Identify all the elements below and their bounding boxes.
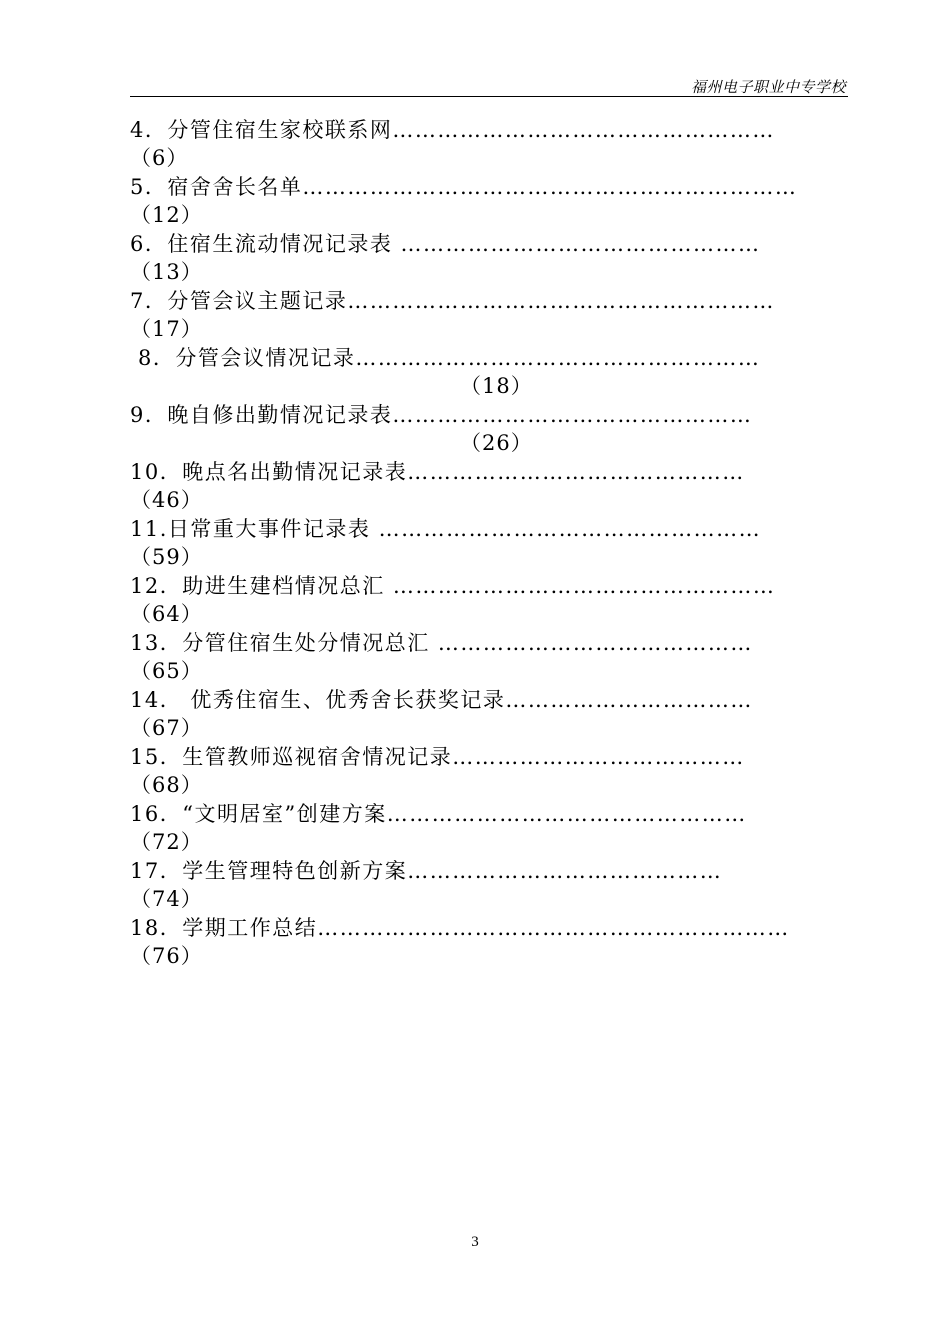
toc-entry bbox=[130, 800, 850, 857]
toc-entry-title: 6．住宿生流动情况记录表 bbox=[130, 232, 401, 256]
toc-entry-line bbox=[130, 287, 850, 316]
toc-entry-leader: ……………………………………………………… bbox=[317, 916, 790, 940]
toc-entry-page: （74） bbox=[130, 887, 203, 911]
toc-entry-line bbox=[130, 515, 850, 544]
toc-entry bbox=[130, 686, 850, 743]
toc-entry-line bbox=[130, 173, 850, 202]
header-school-name: 福州电子职业中专学校 bbox=[690, 78, 846, 96]
toc-entry-leader: …………………………………… bbox=[437, 631, 753, 655]
table-of-contents bbox=[130, 116, 850, 971]
toc-entry-line bbox=[130, 857, 850, 886]
toc-entry bbox=[130, 173, 850, 230]
toc-entry-line bbox=[138, 344, 858, 373]
toc-entry-line bbox=[130, 572, 850, 601]
toc-entry-page: （26） bbox=[460, 431, 533, 455]
toc-entry-title: 12．助进生建档情况总汇 bbox=[130, 574, 393, 598]
toc-entry bbox=[130, 401, 850, 458]
toc-entry-line bbox=[130, 800, 850, 829]
toc-entry bbox=[130, 515, 850, 572]
toc-entry-page: （68） bbox=[130, 773, 203, 797]
toc-entry-title: 13．分管住宿生处分情况总汇 bbox=[130, 631, 438, 655]
toc-entry bbox=[130, 572, 850, 629]
toc-entry-page: （64） bbox=[130, 602, 203, 626]
toc-entry bbox=[130, 743, 850, 800]
toc-entry-page: （65） bbox=[130, 659, 203, 683]
toc-entry-page: （6） bbox=[130, 146, 189, 170]
toc-entry-leader: …………………………………………… bbox=[392, 118, 775, 142]
toc-entry-title: 10．晚点名出勤情况记录表 bbox=[130, 460, 408, 484]
toc-entry-title: 9．晚自修出勤情况记录表 bbox=[130, 403, 393, 427]
toc-entry-title: 16．“文明居室”创建方案 bbox=[130, 802, 387, 826]
toc-entry-line bbox=[130, 914, 850, 943]
toc-entry-leader: ………………………………………… bbox=[400, 232, 761, 256]
toc-entry-leader: …………………………………… bbox=[407, 859, 723, 883]
toc-entry-leader: …………………………………………… bbox=[378, 517, 762, 541]
toc-entry-line bbox=[130, 458, 850, 487]
toc-entry-line bbox=[130, 116, 850, 145]
toc-entry-title: 8．分管会议情况记录 bbox=[138, 346, 356, 370]
toc-entry-leader: ………………………………………………… bbox=[347, 289, 775, 313]
toc-entry-leader: ………………………………… bbox=[452, 745, 745, 769]
toc-entry-page: （59） bbox=[130, 545, 203, 569]
toc-entry-page: （67） bbox=[130, 716, 203, 740]
toc-entry-line bbox=[130, 230, 850, 259]
toc-entry-title: 7．分管会议主题记录 bbox=[130, 289, 348, 313]
toc-entry-leader: …………………………… bbox=[505, 688, 753, 712]
toc-entry-line bbox=[130, 401, 850, 430]
toc-entry-page: （18） bbox=[460, 374, 533, 398]
toc-entry-leader: ………………………………………… bbox=[392, 403, 753, 427]
toc-entry-line bbox=[130, 743, 850, 772]
toc-entry-leader: ………………………………………… bbox=[386, 802, 747, 826]
toc-entry-leader: ……………………………………… bbox=[407, 460, 745, 484]
toc-entry-page: （12） bbox=[130, 203, 203, 227]
toc-entry-title: 4．分管住宿生家校联系网 bbox=[130, 118, 393, 142]
toc-entry-title: 15．生管教师巡视宿舍情况记录 bbox=[130, 745, 453, 769]
toc-entry-leader: …………………………………………… bbox=[392, 574, 776, 598]
toc-entry-page: （72） bbox=[130, 830, 203, 854]
toc-entry bbox=[130, 914, 850, 971]
toc-entry-line bbox=[130, 629, 850, 658]
toc-entry bbox=[130, 344, 850, 401]
page-header bbox=[130, 72, 848, 97]
toc-entry-title: 18．学期工作总结 bbox=[130, 916, 318, 940]
toc-entry-page: （46） bbox=[130, 488, 203, 512]
toc-entry bbox=[130, 287, 850, 344]
page-number: 3 bbox=[471, 1234, 479, 1250]
toc-entry-title: 11.日常重大事件记录表 bbox=[130, 517, 379, 541]
toc-entry bbox=[130, 116, 850, 173]
toc-entry-leader: ………………………………………………………… bbox=[302, 175, 798, 199]
toc-entry-title: 17．学生管理特色创新方案 bbox=[130, 859, 408, 883]
toc-entry-page: （17） bbox=[130, 317, 203, 341]
toc-entry bbox=[130, 458, 850, 515]
toc-entry-page: （76） bbox=[130, 944, 203, 968]
toc-entry bbox=[130, 629, 850, 686]
toc-entry-title: 14． 优秀住宿生、优秀舍长获奖记录 bbox=[130, 688, 506, 712]
toc-entry-leader: ……………………………………………… bbox=[355, 346, 761, 370]
toc-entry bbox=[130, 857, 850, 914]
toc-entry-page: （13） bbox=[130, 260, 203, 284]
toc-entry bbox=[130, 230, 850, 287]
toc-entry-title: 5．宿舍舍长名单 bbox=[130, 175, 303, 199]
toc-entry-line bbox=[130, 686, 850, 715]
